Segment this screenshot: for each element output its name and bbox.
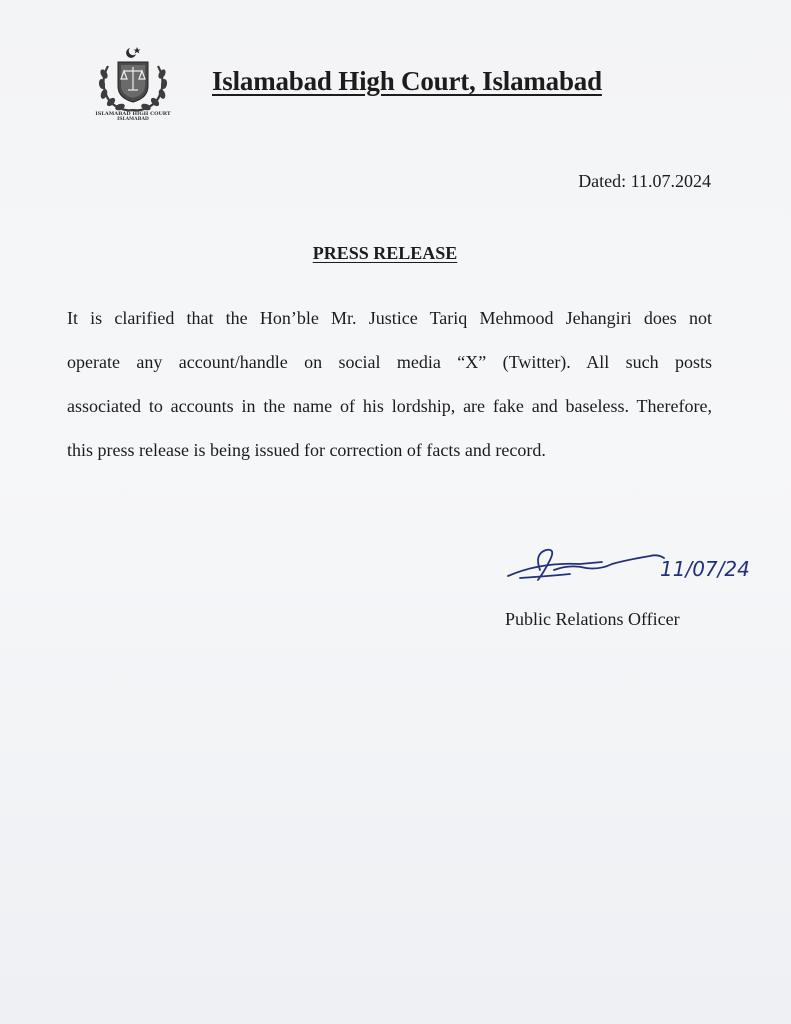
body-line: operate any account/handle on social media “X” (Twitter). All such posts (67, 352, 712, 372)
body-line: It is clarified that the Hon’ble Mr. Justice Tariq Mehmood Jehangiri does not (67, 308, 712, 328)
logo-text-line1: ISLAMABAD HIGH COURT (95, 111, 171, 117)
court-title: Islamabad High Court, Islamabad (212, 66, 602, 96)
officer-title: Public Relations Officer (505, 609, 680, 629)
court-emblem-icon (90, 44, 176, 120)
press-release-body (67, 296, 712, 472)
body-line: this press release is being issued for correction of facts and record. (67, 440, 546, 460)
logo-text-line2: ISLAMABAD (117, 117, 149, 120)
press-release-heading: PRESS RELEASE (312, 243, 458, 263)
signature-date: 11/07/24 (660, 557, 750, 581)
body-line: associated to accounts in the name of his lordship, are fake and baseless. Therefore, (67, 396, 712, 416)
signature-image (500, 540, 760, 600)
date-line: Dated: 11.07.2024 (578, 171, 711, 191)
